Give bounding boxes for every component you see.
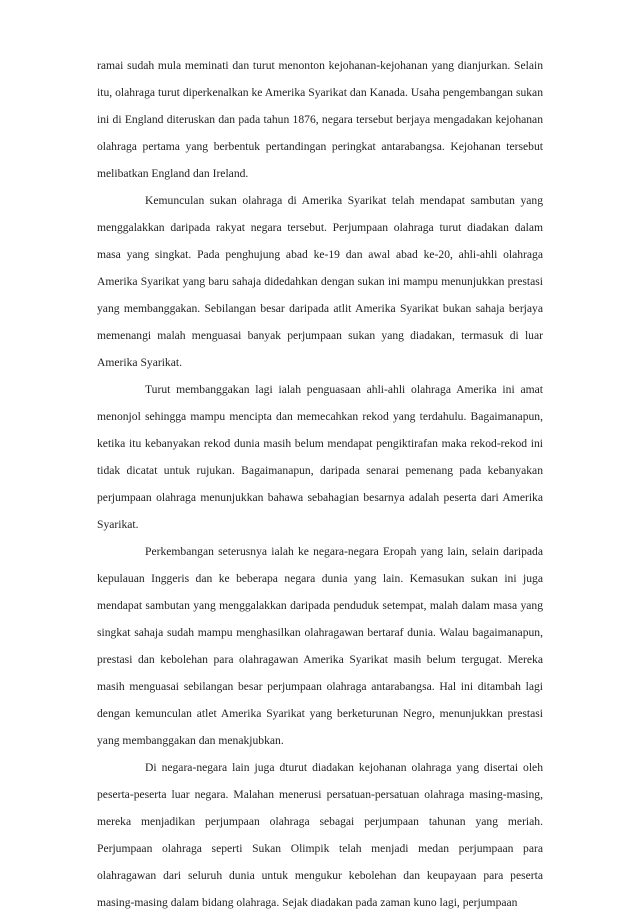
document-body	[97, 52, 543, 916]
paragraph-2: Kemunculan sukan olahraga di Amerika Syarikat telah mendapat sambutan yang menggalakkan daripada rakyat negara tersebut. Perjumpaan olahraga turut diadakan dalam masa yang singkat. Pada penghujung abad ke-19 dan awal abad ke-20, ahli-ahli olahraga Amerika Syarikat yang baru sahaja didedahkan dengan sukan ini mampu menunjukkan prestasi yang membanggakan. Sebilangan besar daripada atlit Amerika Syarikat bukan sahaja berjaya memenangi malah menguasai banyak perjumpaan sukan yang diadakan, termasuk di luar Amerika Syarikat.	[97, 194, 543, 369]
paragraph-5: Di negara-negara lain juga dturut diadakan kejohanan olahraga yang disertai oleh peserta-peserta luar negara. Malahan menerusi persatuan-persatuan olahraga masing-masing, mereka menjadikan perjumpaan olahraga sebagai perjumpaan tahunan yang meriah. Perjumpaan olahraga seperti Sukan Olimpik telah menjadi medan perjumpaan para olahragawan dari seluruh dunia untuk mengukur kebolehan dan keupayaan para peserta masing-masing dalam bidang olahraga. Sejak diadakan pada zaman kuno lagi, perjumpaan	[97, 761, 543, 909]
paragraph-1: ramai sudah mula meminati dan turut menonton kejohanan-kejohanan yang dianjurkan. Selain itu, olahraga turut diperkenalkan ke Amerika Syarikat dan Kanada. Usaha pengembangan sukan ini di England diteruskan dan pada tahun 1876, negara tersebut berjaya mengadakan kejohanan olahraga pertama yang berbentuk pertandingan peringkat antarabangsa. Kejohanan tersebut melibatkan England dan Ireland.	[97, 59, 543, 180]
paragraph-4: Perkembangan seterusnya ialah ke negara-negara Eropah yang lain, selain daripada kepulauan Inggeris dan ke beberapa negara dunia yang lain. Kemasukan sukan ini juga mendapat sambutan yang menggalakkan daripada penduduk setempat, malah dalam masa yang singkat sahaja sudah mampu menghasilkan olahragawan bertaraf dunia. Walau bagaimanapun, prestasi dan kebolehan para olahragawan Amerika Syarikat masih belum tergugat. Mereka masih menguasai sebilangan besar perjumpaan olahraga antarabangsa. Hal ini ditambah lagi dengan kemunculan atlet Amerika Syarikat yang berketurunan Negro, menunjukkan prestasi yang membanggakan dan menakjubkan.	[97, 545, 543, 747]
paragraph-3: Turut membanggakan lagi ialah penguasaan ahli-ahli olahraga Amerika ini amat menonjol sehingga mampu mencipta dan memecahkan rekod yang terdahulu. Bagaimanapun, ketika itu kebanyakan rekod dunia masih belum mendapat pengiktirafan maka rekod-rekod ini tidak dicatat untuk rujukan. Bagaimanapun, daripada senarai pemenang pada kebanyakan perjumpaan olahraga menunjukkan bahawa sebahagian besarnya adalah peserta dari Amerika Syarikat.	[97, 383, 543, 531]
